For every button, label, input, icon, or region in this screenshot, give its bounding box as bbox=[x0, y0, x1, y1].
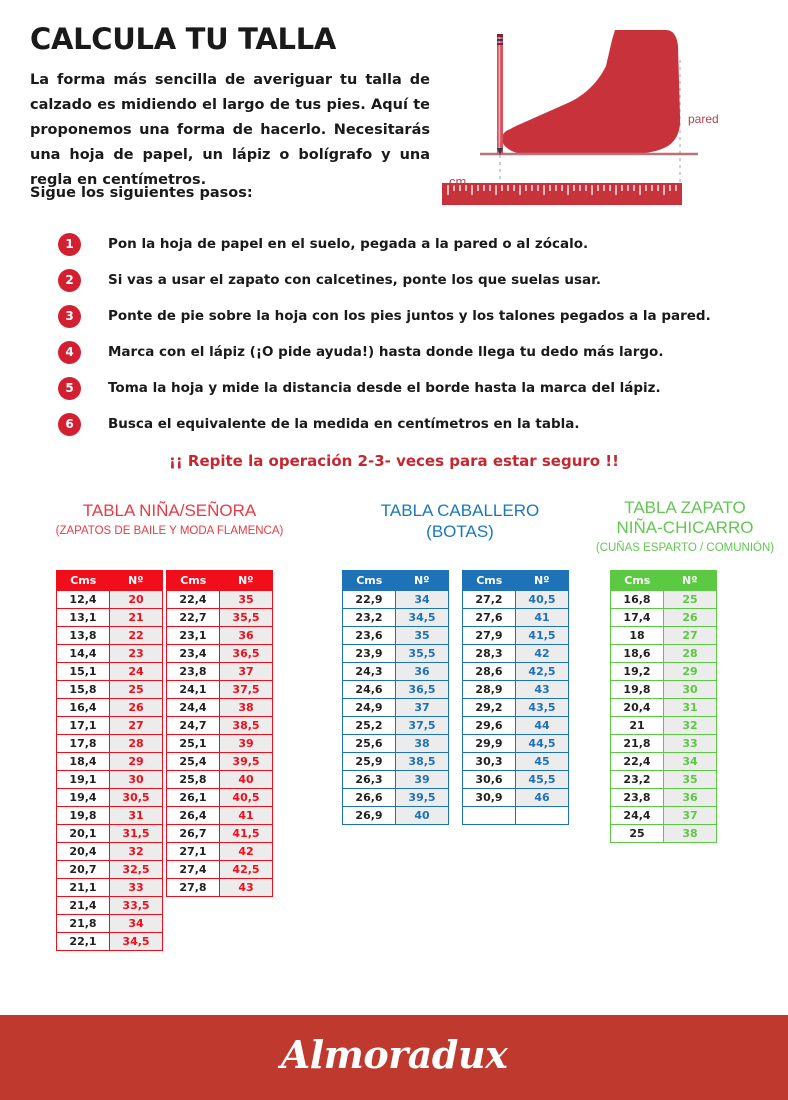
table-row bbox=[167, 609, 273, 627]
cell-size: 42 bbox=[516, 645, 569, 663]
cell-cms: 15,8 bbox=[57, 681, 110, 699]
table-row bbox=[167, 843, 273, 861]
column-header: Nº bbox=[516, 571, 569, 591]
cell-cms: 26,7 bbox=[167, 825, 220, 843]
table-title-main: TABLA NIÑA/SEÑORA bbox=[82, 501, 257, 520]
list-item bbox=[58, 370, 758, 406]
cell-size bbox=[516, 807, 569, 825]
steps-list bbox=[58, 226, 758, 442]
table-row bbox=[57, 807, 163, 825]
cell-size: 35 bbox=[396, 627, 449, 645]
cell-cms: 21 bbox=[611, 717, 664, 735]
cell-cms: 20,4 bbox=[57, 843, 110, 861]
cell-size: 32,5 bbox=[110, 861, 163, 879]
cell-size: 27 bbox=[664, 627, 717, 645]
cell-size: 41,5 bbox=[220, 825, 273, 843]
table-row bbox=[167, 645, 273, 663]
cell-cms: 22,4 bbox=[167, 591, 220, 609]
cell-cms: 27,8 bbox=[167, 879, 220, 897]
cell-size: 35 bbox=[220, 591, 273, 609]
cell-size: 38,5 bbox=[220, 717, 273, 735]
table-row bbox=[611, 807, 717, 825]
table-row bbox=[611, 717, 717, 735]
step-text: Marca con el lápiz (¡O pide ayuda!) hasta donde llega tu dedo más largo. bbox=[108, 344, 664, 360]
table-row bbox=[343, 807, 449, 825]
cell-size: 46 bbox=[516, 789, 569, 807]
column-header: Nº bbox=[110, 571, 163, 591]
column-header: Nº bbox=[396, 571, 449, 591]
step-number-badge: 5 bbox=[58, 377, 81, 400]
cell-size: 31,5 bbox=[110, 825, 163, 843]
steps-lead-text: Sigue los siguientes pasos: bbox=[30, 185, 253, 201]
size-table-caballero-col1 bbox=[342, 570, 449, 825]
cell-size: 36 bbox=[220, 627, 273, 645]
table-row bbox=[343, 789, 449, 807]
cell-size: 38,5 bbox=[396, 753, 449, 771]
table-row bbox=[611, 627, 717, 645]
table-row bbox=[167, 681, 273, 699]
cell-size: 36 bbox=[396, 663, 449, 681]
cell-size: 45 bbox=[516, 753, 569, 771]
table-title-sub: (ZAPATOS DE BAILE Y MODA FLAMENCA) bbox=[55, 525, 284, 537]
cell-size: 34,5 bbox=[110, 933, 163, 951]
table-header-row bbox=[57, 571, 163, 591]
table-row bbox=[343, 591, 449, 609]
table-row bbox=[343, 699, 449, 717]
foot-measurement-diagram bbox=[430, 18, 770, 223]
table-row bbox=[611, 609, 717, 627]
cell-cms: 24,6 bbox=[343, 681, 396, 699]
cell-cms: 22,4 bbox=[611, 753, 664, 771]
cell-size: 37 bbox=[220, 663, 273, 681]
table-row bbox=[343, 717, 449, 735]
cell-size: 43,5 bbox=[516, 699, 569, 717]
cell-size: 24 bbox=[110, 663, 163, 681]
cell-size: 26 bbox=[110, 699, 163, 717]
cell-cms: 15,1 bbox=[57, 663, 110, 681]
cell-size: 39,5 bbox=[220, 753, 273, 771]
repeat-notice: ¡¡ Repite la operación 2-3- veces para estar seguro !! bbox=[169, 452, 619, 470]
cell-size: 39,5 bbox=[396, 789, 449, 807]
cell-size: 25 bbox=[664, 591, 717, 609]
cell-cms: 28,3 bbox=[463, 645, 516, 663]
table-row bbox=[57, 609, 163, 627]
cm-label: cm bbox=[449, 174, 467, 189]
cell-size: 29 bbox=[664, 663, 717, 681]
table-row bbox=[463, 699, 569, 717]
cell-size: 35,5 bbox=[220, 609, 273, 627]
table-row bbox=[611, 753, 717, 771]
cell-cms: 16,4 bbox=[57, 699, 110, 717]
cell-size: 38 bbox=[220, 699, 273, 717]
cell-cms: 24,4 bbox=[167, 699, 220, 717]
table-row bbox=[343, 681, 449, 699]
cell-size: 25 bbox=[110, 681, 163, 699]
cell-size: 38 bbox=[396, 735, 449, 753]
cell-cms: 26,9 bbox=[343, 807, 396, 825]
cell-size: 37,5 bbox=[220, 681, 273, 699]
cell-size: 27 bbox=[110, 717, 163, 735]
table-row bbox=[611, 699, 717, 717]
table-title-main-line1: TABLA ZAPATO bbox=[624, 498, 746, 517]
column-header: Cms bbox=[57, 571, 110, 591]
cell-cms: 24,7 bbox=[167, 717, 220, 735]
cell-cms: 27,6 bbox=[463, 609, 516, 627]
cell-cms: 26,6 bbox=[343, 789, 396, 807]
table-row bbox=[463, 681, 569, 699]
cell-cms: 18,6 bbox=[611, 645, 664, 663]
cell-size: 34 bbox=[396, 591, 449, 609]
cell-size: 37 bbox=[396, 699, 449, 717]
cell-cms: 26,1 bbox=[167, 789, 220, 807]
table-title-sub: (CUÑAS ESPARTO / COMUNIÓN) bbox=[595, 542, 775, 554]
cell-cms: 21,8 bbox=[611, 735, 664, 753]
cell-cms: 24,4 bbox=[611, 807, 664, 825]
cell-size: 41 bbox=[220, 807, 273, 825]
table-title-chicarro bbox=[585, 498, 785, 559]
cell-cms: 22,9 bbox=[343, 591, 396, 609]
cell-cms: 21,8 bbox=[57, 915, 110, 933]
cell-cms: 24,1 bbox=[167, 681, 220, 699]
table-row bbox=[611, 825, 717, 843]
cell-size: 33 bbox=[110, 879, 163, 897]
cell-cms: 22,1 bbox=[57, 933, 110, 951]
table-row bbox=[463, 735, 569, 753]
cell-cms: 25,1 bbox=[167, 735, 220, 753]
cell-size: 30 bbox=[664, 681, 717, 699]
size-table-caballero-col2 bbox=[462, 570, 569, 825]
step-text: Pon la hoja de papel en el suelo, pegada a la pared o al zócalo. bbox=[108, 236, 589, 252]
step-text: Busca el equivalente de la medida en centímetros en la tabla. bbox=[108, 416, 580, 432]
cell-cms: 24,3 bbox=[343, 663, 396, 681]
cell-size: 41,5 bbox=[516, 627, 569, 645]
cell-cms: 27,1 bbox=[167, 843, 220, 861]
table-row bbox=[167, 717, 273, 735]
cell-size: 21 bbox=[110, 609, 163, 627]
cell-cms: 27,2 bbox=[463, 591, 516, 609]
cell-size: 34 bbox=[110, 915, 163, 933]
cell-cms: 14,4 bbox=[57, 645, 110, 663]
table-row bbox=[463, 753, 569, 771]
cell-cms: 13,8 bbox=[57, 627, 110, 645]
table-title-ninya bbox=[32, 500, 307, 542]
cell-size: 32 bbox=[110, 843, 163, 861]
table-row bbox=[57, 933, 163, 951]
column-header: Cms bbox=[463, 571, 516, 591]
step-text: Si vas a usar el zapato con calcetines, ponte los que suelas usar. bbox=[108, 272, 601, 288]
cell-cms: 29,9 bbox=[463, 735, 516, 753]
cell-cms: 20,1 bbox=[57, 825, 110, 843]
cell-cms: 27,9 bbox=[463, 627, 516, 645]
table-row bbox=[611, 789, 717, 807]
cell-cms: 23,1 bbox=[167, 627, 220, 645]
column-header: Nº bbox=[664, 571, 717, 591]
cell-cms: 17,4 bbox=[611, 609, 664, 627]
table-row bbox=[343, 627, 449, 645]
cell-size: 43 bbox=[220, 879, 273, 897]
cell-size: 38 bbox=[664, 825, 717, 843]
table-row bbox=[343, 771, 449, 789]
table-row bbox=[167, 699, 273, 717]
cell-size: 36,5 bbox=[220, 645, 273, 663]
cell-cms: 26,4 bbox=[167, 807, 220, 825]
cell-cms: 30,9 bbox=[463, 789, 516, 807]
cell-cms: 18 bbox=[611, 627, 664, 645]
cell-size: 30,5 bbox=[110, 789, 163, 807]
list-item bbox=[58, 262, 758, 298]
page-title: CALCULA TU TALLA bbox=[30, 22, 337, 56]
step-number-badge: 1 bbox=[58, 233, 81, 256]
table-header-row bbox=[463, 571, 569, 591]
table-row bbox=[57, 915, 163, 933]
table-header-row bbox=[611, 571, 717, 591]
cell-size: 42 bbox=[220, 843, 273, 861]
table-row bbox=[463, 627, 569, 645]
step-number-badge: 6 bbox=[58, 413, 81, 436]
cell-cms: 19,4 bbox=[57, 789, 110, 807]
cell-cms: 24,9 bbox=[343, 699, 396, 717]
intro-paragraph: La forma más sencilla de averiguar tu talla de calzado es midiendo el largo de tus pies. Aquí te proponemos una forma de hacerlo. Necesitarás una hoja de papel, un lápiz o bolígrafo y una regla en centímetros. bbox=[30, 72, 430, 188]
cell-size: 41 bbox=[516, 609, 569, 627]
cell-cms: 28,6 bbox=[463, 663, 516, 681]
cell-cms: 25 bbox=[611, 825, 664, 843]
cell-cms: 16,8 bbox=[611, 591, 664, 609]
cell-size: 40,5 bbox=[220, 789, 273, 807]
cell-size: 35 bbox=[664, 771, 717, 789]
table-row bbox=[57, 861, 163, 879]
table-row bbox=[167, 627, 273, 645]
cell-cms: 23,4 bbox=[167, 645, 220, 663]
table-row bbox=[57, 735, 163, 753]
table-row bbox=[57, 627, 163, 645]
table-row bbox=[57, 753, 163, 771]
cell-size: 36 bbox=[664, 789, 717, 807]
table-row bbox=[57, 699, 163, 717]
table-row bbox=[463, 663, 569, 681]
cell-cms: 17,8 bbox=[57, 735, 110, 753]
cell-cms: 25,8 bbox=[167, 771, 220, 789]
cell-size: 43 bbox=[516, 681, 569, 699]
cell-size: 30 bbox=[110, 771, 163, 789]
table-header-row bbox=[343, 571, 449, 591]
cell-size: 37 bbox=[664, 807, 717, 825]
cell-cms: 23,8 bbox=[167, 663, 220, 681]
table-row bbox=[463, 717, 569, 735]
table-row bbox=[57, 717, 163, 735]
table-row bbox=[343, 663, 449, 681]
column-header: Cms bbox=[611, 571, 664, 591]
table-row bbox=[57, 879, 163, 897]
column-header: Cms bbox=[343, 571, 396, 591]
step-text: Ponte de pie sobre la hoja con los pies juntos y los talones pegados a la pared. bbox=[108, 308, 711, 324]
table-row bbox=[611, 591, 717, 609]
cell-size: 32 bbox=[664, 717, 717, 735]
cell-size: 31 bbox=[110, 807, 163, 825]
table-row bbox=[167, 735, 273, 753]
table-row bbox=[167, 591, 273, 609]
table-row bbox=[343, 753, 449, 771]
cell-size: 44 bbox=[516, 717, 569, 735]
cell-size: 33,5 bbox=[110, 897, 163, 915]
cell-size: 37,5 bbox=[396, 717, 449, 735]
cell-cms: 29,6 bbox=[463, 717, 516, 735]
table-row bbox=[167, 825, 273, 843]
cell-cms: 19,2 bbox=[611, 663, 664, 681]
table-row bbox=[611, 771, 717, 789]
cell-cms: 23,2 bbox=[611, 771, 664, 789]
table-row bbox=[463, 807, 569, 825]
cell-size: 34,5 bbox=[396, 609, 449, 627]
step-number-badge: 3 bbox=[58, 305, 81, 328]
cell-cms: 19,8 bbox=[611, 681, 664, 699]
table-row bbox=[167, 771, 273, 789]
cell-cms: 25,9 bbox=[343, 753, 396, 771]
cell-cms: 20,7 bbox=[57, 861, 110, 879]
cell-size: 42,5 bbox=[220, 861, 273, 879]
cell-size: 26 bbox=[664, 609, 717, 627]
cell-size: 28 bbox=[664, 645, 717, 663]
cell-cms: 30,6 bbox=[463, 771, 516, 789]
table-row bbox=[463, 591, 569, 609]
list-item bbox=[58, 406, 758, 442]
table-row bbox=[611, 735, 717, 753]
table-row bbox=[611, 663, 717, 681]
table-title-main-line2: NIÑA-CHICARRO bbox=[616, 518, 754, 537]
table-title-caballero bbox=[340, 500, 580, 542]
cell-size: 42,5 bbox=[516, 663, 569, 681]
cell-size: 39 bbox=[396, 771, 449, 789]
cell-cms: 28,9 bbox=[463, 681, 516, 699]
cell-cms: 23,2 bbox=[343, 609, 396, 627]
table-row bbox=[57, 591, 163, 609]
cell-size: 36,5 bbox=[396, 681, 449, 699]
cell-cms: 30,3 bbox=[463, 753, 516, 771]
cell-cms: 27,4 bbox=[167, 861, 220, 879]
table-row bbox=[167, 753, 273, 771]
cell-size: 45,5 bbox=[516, 771, 569, 789]
cell-cms: 23,9 bbox=[343, 645, 396, 663]
table-header-row bbox=[167, 571, 273, 591]
cell-size: 40,5 bbox=[516, 591, 569, 609]
table-row bbox=[463, 789, 569, 807]
cell-size: 33 bbox=[664, 735, 717, 753]
table-row bbox=[343, 609, 449, 627]
cell-size: 31 bbox=[664, 699, 717, 717]
cell-size: 39 bbox=[220, 735, 273, 753]
table-row bbox=[463, 609, 569, 627]
table-row bbox=[167, 789, 273, 807]
list-item bbox=[58, 226, 758, 262]
list-item bbox=[58, 334, 758, 370]
table-row bbox=[611, 681, 717, 699]
cell-cms: 20,4 bbox=[611, 699, 664, 717]
list-item bbox=[58, 298, 758, 334]
cell-cms: 21,1 bbox=[57, 879, 110, 897]
table-title-main: TABLA CABALLERO bbox=[380, 501, 540, 520]
cell-cms: 25,6 bbox=[343, 735, 396, 753]
cell-size: 29 bbox=[110, 753, 163, 771]
cell-size: 35,5 bbox=[396, 645, 449, 663]
cell-size: 34 bbox=[664, 753, 717, 771]
cell-cms: 18,4 bbox=[57, 753, 110, 771]
cell-cms: 19,8 bbox=[57, 807, 110, 825]
cell-cms: 25,4 bbox=[167, 753, 220, 771]
table-row bbox=[57, 789, 163, 807]
column-header: Cms bbox=[167, 571, 220, 591]
step-number-badge: 4 bbox=[58, 341, 81, 364]
table-row bbox=[343, 645, 449, 663]
table-row bbox=[57, 645, 163, 663]
size-table-ninya-col2 bbox=[166, 570, 273, 897]
table-row bbox=[463, 645, 569, 663]
cell-cms: 17,1 bbox=[57, 717, 110, 735]
size-table-chicarro bbox=[610, 570, 717, 843]
cell-cms: 26,3 bbox=[343, 771, 396, 789]
table-row bbox=[57, 843, 163, 861]
table-row bbox=[611, 645, 717, 663]
table-row bbox=[57, 681, 163, 699]
cell-size: 40 bbox=[396, 807, 449, 825]
table-row bbox=[343, 735, 449, 753]
step-number-badge: 2 bbox=[58, 269, 81, 292]
cell-cms: 23,8 bbox=[611, 789, 664, 807]
table-row bbox=[167, 861, 273, 879]
table-title-sub: (BOTAS) bbox=[426, 522, 494, 541]
table-row bbox=[57, 663, 163, 681]
cell-size: 44,5 bbox=[516, 735, 569, 753]
table-row bbox=[57, 825, 163, 843]
table-row bbox=[167, 879, 273, 897]
cell-cms: 29,2 bbox=[463, 699, 516, 717]
cell-size: 40 bbox=[220, 771, 273, 789]
cell-cms: 23,6 bbox=[343, 627, 396, 645]
size-table-ninya-col1 bbox=[56, 570, 163, 951]
cell-cms bbox=[463, 807, 516, 825]
step-text: Toma la hoja y mide la distancia desde el borde hasta la marca del lápiz. bbox=[108, 380, 661, 396]
cell-size: 20 bbox=[110, 591, 163, 609]
cell-size: 22 bbox=[110, 627, 163, 645]
table-row bbox=[57, 771, 163, 789]
cell-cms: 13,1 bbox=[57, 609, 110, 627]
wall-label: pared bbox=[688, 112, 719, 126]
cell-cms: 21,4 bbox=[57, 897, 110, 915]
table-row bbox=[167, 807, 273, 825]
cell-cms: 25,2 bbox=[343, 717, 396, 735]
cell-cms: 22,7 bbox=[167, 609, 220, 627]
table-row bbox=[167, 663, 273, 681]
table-row bbox=[57, 897, 163, 915]
table-row bbox=[463, 771, 569, 789]
cell-size: 23 bbox=[110, 645, 163, 663]
brand-logo: Almoradux bbox=[280, 1032, 508, 1077]
cell-size: 28 bbox=[110, 735, 163, 753]
column-header: Nº bbox=[220, 571, 273, 591]
cell-cms: 19,1 bbox=[57, 771, 110, 789]
cell-cms: 12,4 bbox=[57, 591, 110, 609]
